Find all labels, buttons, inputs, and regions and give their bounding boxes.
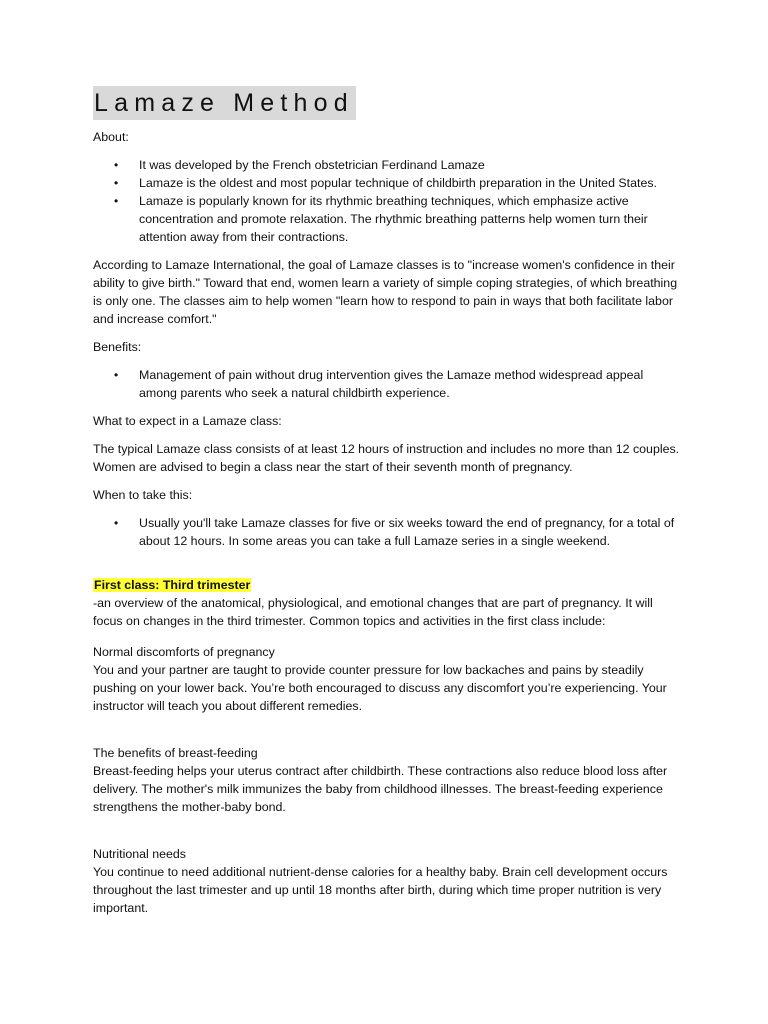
first-class-heading: First class: Third trimester: [94, 578, 251, 592]
list-item: • Management of pain without drug intervention gives the Lamaze method widespread appeal among parents who seek a natural childbirth experience.: [93, 366, 683, 402]
when-label: When to take this:: [93, 488, 193, 502]
section-body: You and your partner are taught to provide counter pressure for low backaches and pains by steadily pushing on your lower back. You’re both encouraged to discuss any discomfort you’re experiencing. Your instructor will teach you about different remedies.: [93, 663, 667, 713]
page-title: Lamaze Method: [93, 86, 356, 120]
benefits-list: [93, 366, 683, 402]
benefits-label: Benefits:: [93, 340, 142, 354]
about-label: About:: [93, 130, 129, 144]
when-list: [93, 514, 683, 550]
list-item: • It was developed by the French obstetrician Ferdinand Lamaze: [93, 156, 683, 174]
section-heading: Normal discomforts of pregnancy: [93, 645, 275, 659]
about-list: [93, 156, 683, 246]
first-class-heading-line: [93, 576, 683, 594]
document-page: [93, 86, 683, 917]
goal-paragraph: According to Lamaze International, the goal of Lamaze classes is to "increase women's confidence in their ability to give birth." Toward that end, women learn a variety of simple coping strategies, of which breathing is only one. The classes aim to help women "learn how to respond to pain in ways that both facilitate labor and increase comfort.": [93, 258, 678, 326]
list-item: • Usually you'll take Lamaze classes for five or six weeks toward the end of pregnancy, for a total of about 12 hours. In some areas you can take a full Lamaze series in a single weekend.: [93, 514, 683, 550]
section-heading: The benefits of breast-feeding: [93, 746, 258, 760]
section-heading: Nutritional needs: [93, 847, 186, 861]
list-item: • Lamaze is popularly known for its rhythmic breathing techniques, which emphasize active concentration and promote relaxation. The rhythmic breathing patterns help women turn their attention away from their contractions.: [93, 192, 683, 246]
list-item: • Lamaze is the oldest and most popular technique of childbirth preparation in the United States.: [93, 174, 683, 192]
expect-paragraph: The typical Lamaze class consists of at least 12 hours of instruction and includes no more than 12 couples. Women are advised to begin a class near the start of their seventh month of pregnancy.: [93, 442, 680, 474]
section-body: You continue to need additional nutrient-dense calories for a healthy baby. Brain cell development occurs throughout the last trimester and up until 18 months after birth, during which time proper nutrition is very important.: [93, 865, 668, 915]
expect-label: What to expect in a Lamaze class:: [93, 414, 282, 428]
section-body: Breast-feeding helps your uterus contract after childbirth. These contractions also reduce blood loss after delivery. The mother's milk immunizes the baby from childhood illnesses. The breast-feeding experience strengthens the mother-baby bond.: [93, 764, 668, 814]
first-class-intro: -an overview of the anatomical, physiological, and emotional changes that are part of pregnancy. It will focus on changes in the third trimester. Common topics and activities in the first class include:: [93, 596, 653, 628]
